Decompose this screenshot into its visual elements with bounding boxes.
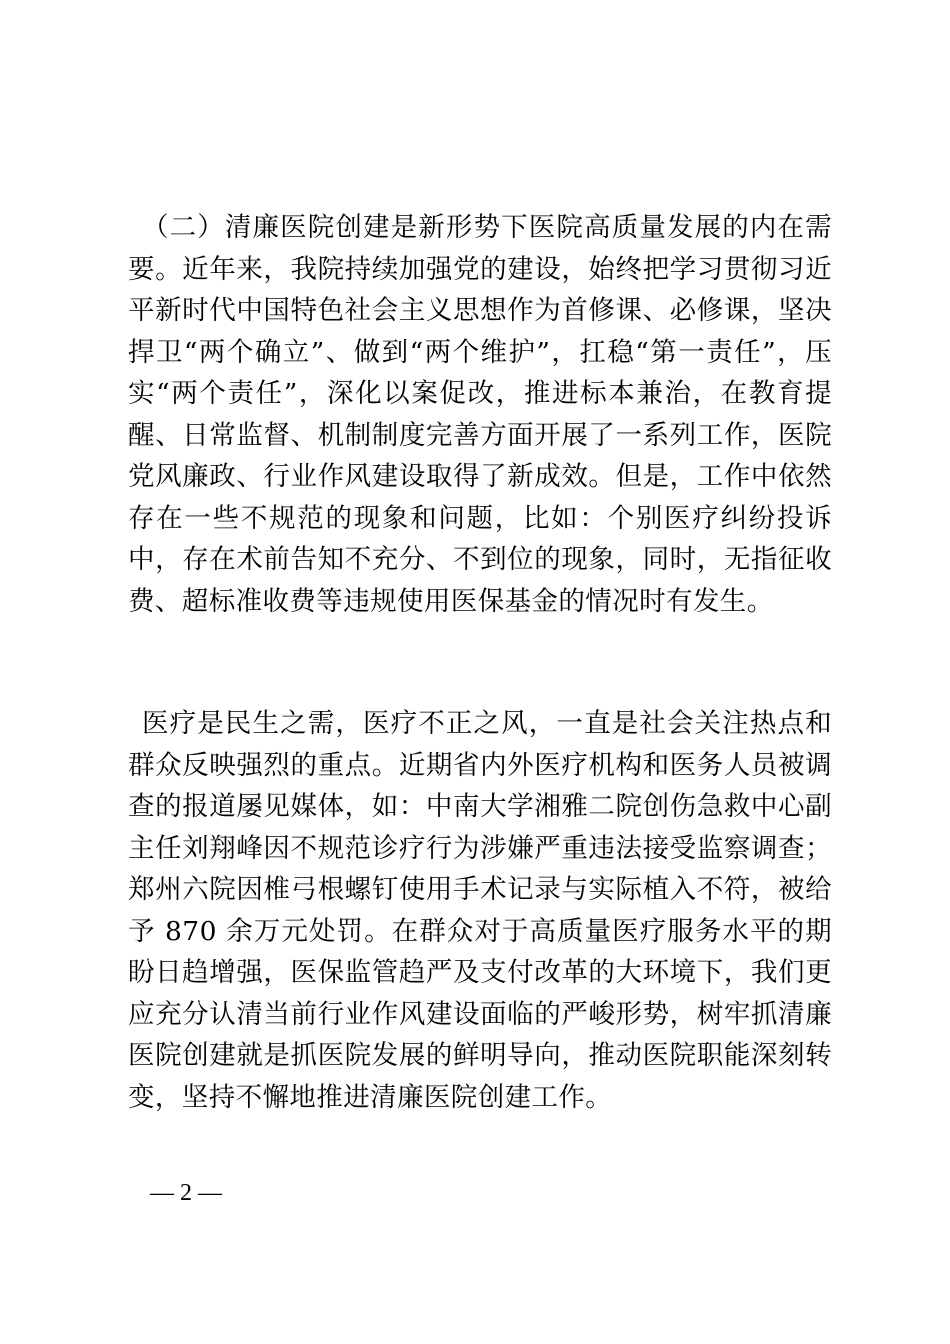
body-paragraph-2: 医疗是民生之需，医疗不正之风，一直是社会关注热点和群众反映强烈的重点。近期省内外医疗机构和医务人员被调查的报道屡见媒体，如：中南大学湘雅二院创伤急救中心副主任刘翔峰因不规范诊疗行为涉嫌严重违法接受监察调查；郑州六院因椎弓根螺钉使用手术记录与实际植入不符，被给予 870 余万元处罚。在群众对于高质量医疗服务水平的期盼日趋增强，医保监管趋严及支付改革的大环境下，我们更应充分认清当前行业作风建设面临的严峻形势，树牢抓清廉医院创建就是抓医院发展的鲜明导向，推动医院职能深刻转变，坚持不懈地推进清廉医院创建工作。 <box>128 708 832 1113</box>
page-number: — 2 — <box>150 1180 222 1206</box>
body-paragraph-1: （二）清廉医院创建是新形势下医院高质量发展的内在需要。近年来，我院持续加强党的建设，始终把学习贯彻习近平新时代中国特色社会主义思想作为首修课、必修课，坚决捍卫“两个确立”、做到“两个维护”，扛稳“第一责任”，压实“两个责任”，深化以案促改，推进标本兼治，在教育提醒、日常监督、机制制度完善方面开展了一系列工作，医院党风廉政、行业作风建设取得了新成效。但是，工作中依然存在一些不规范的现象和问题，比如：个别医疗纠纷投诉中，存在术前告知不充分、不到位的现象，同时，无指征收费、超标准收费等违规使用医保基金的情况时有发生。 <box>128 212 832 617</box>
